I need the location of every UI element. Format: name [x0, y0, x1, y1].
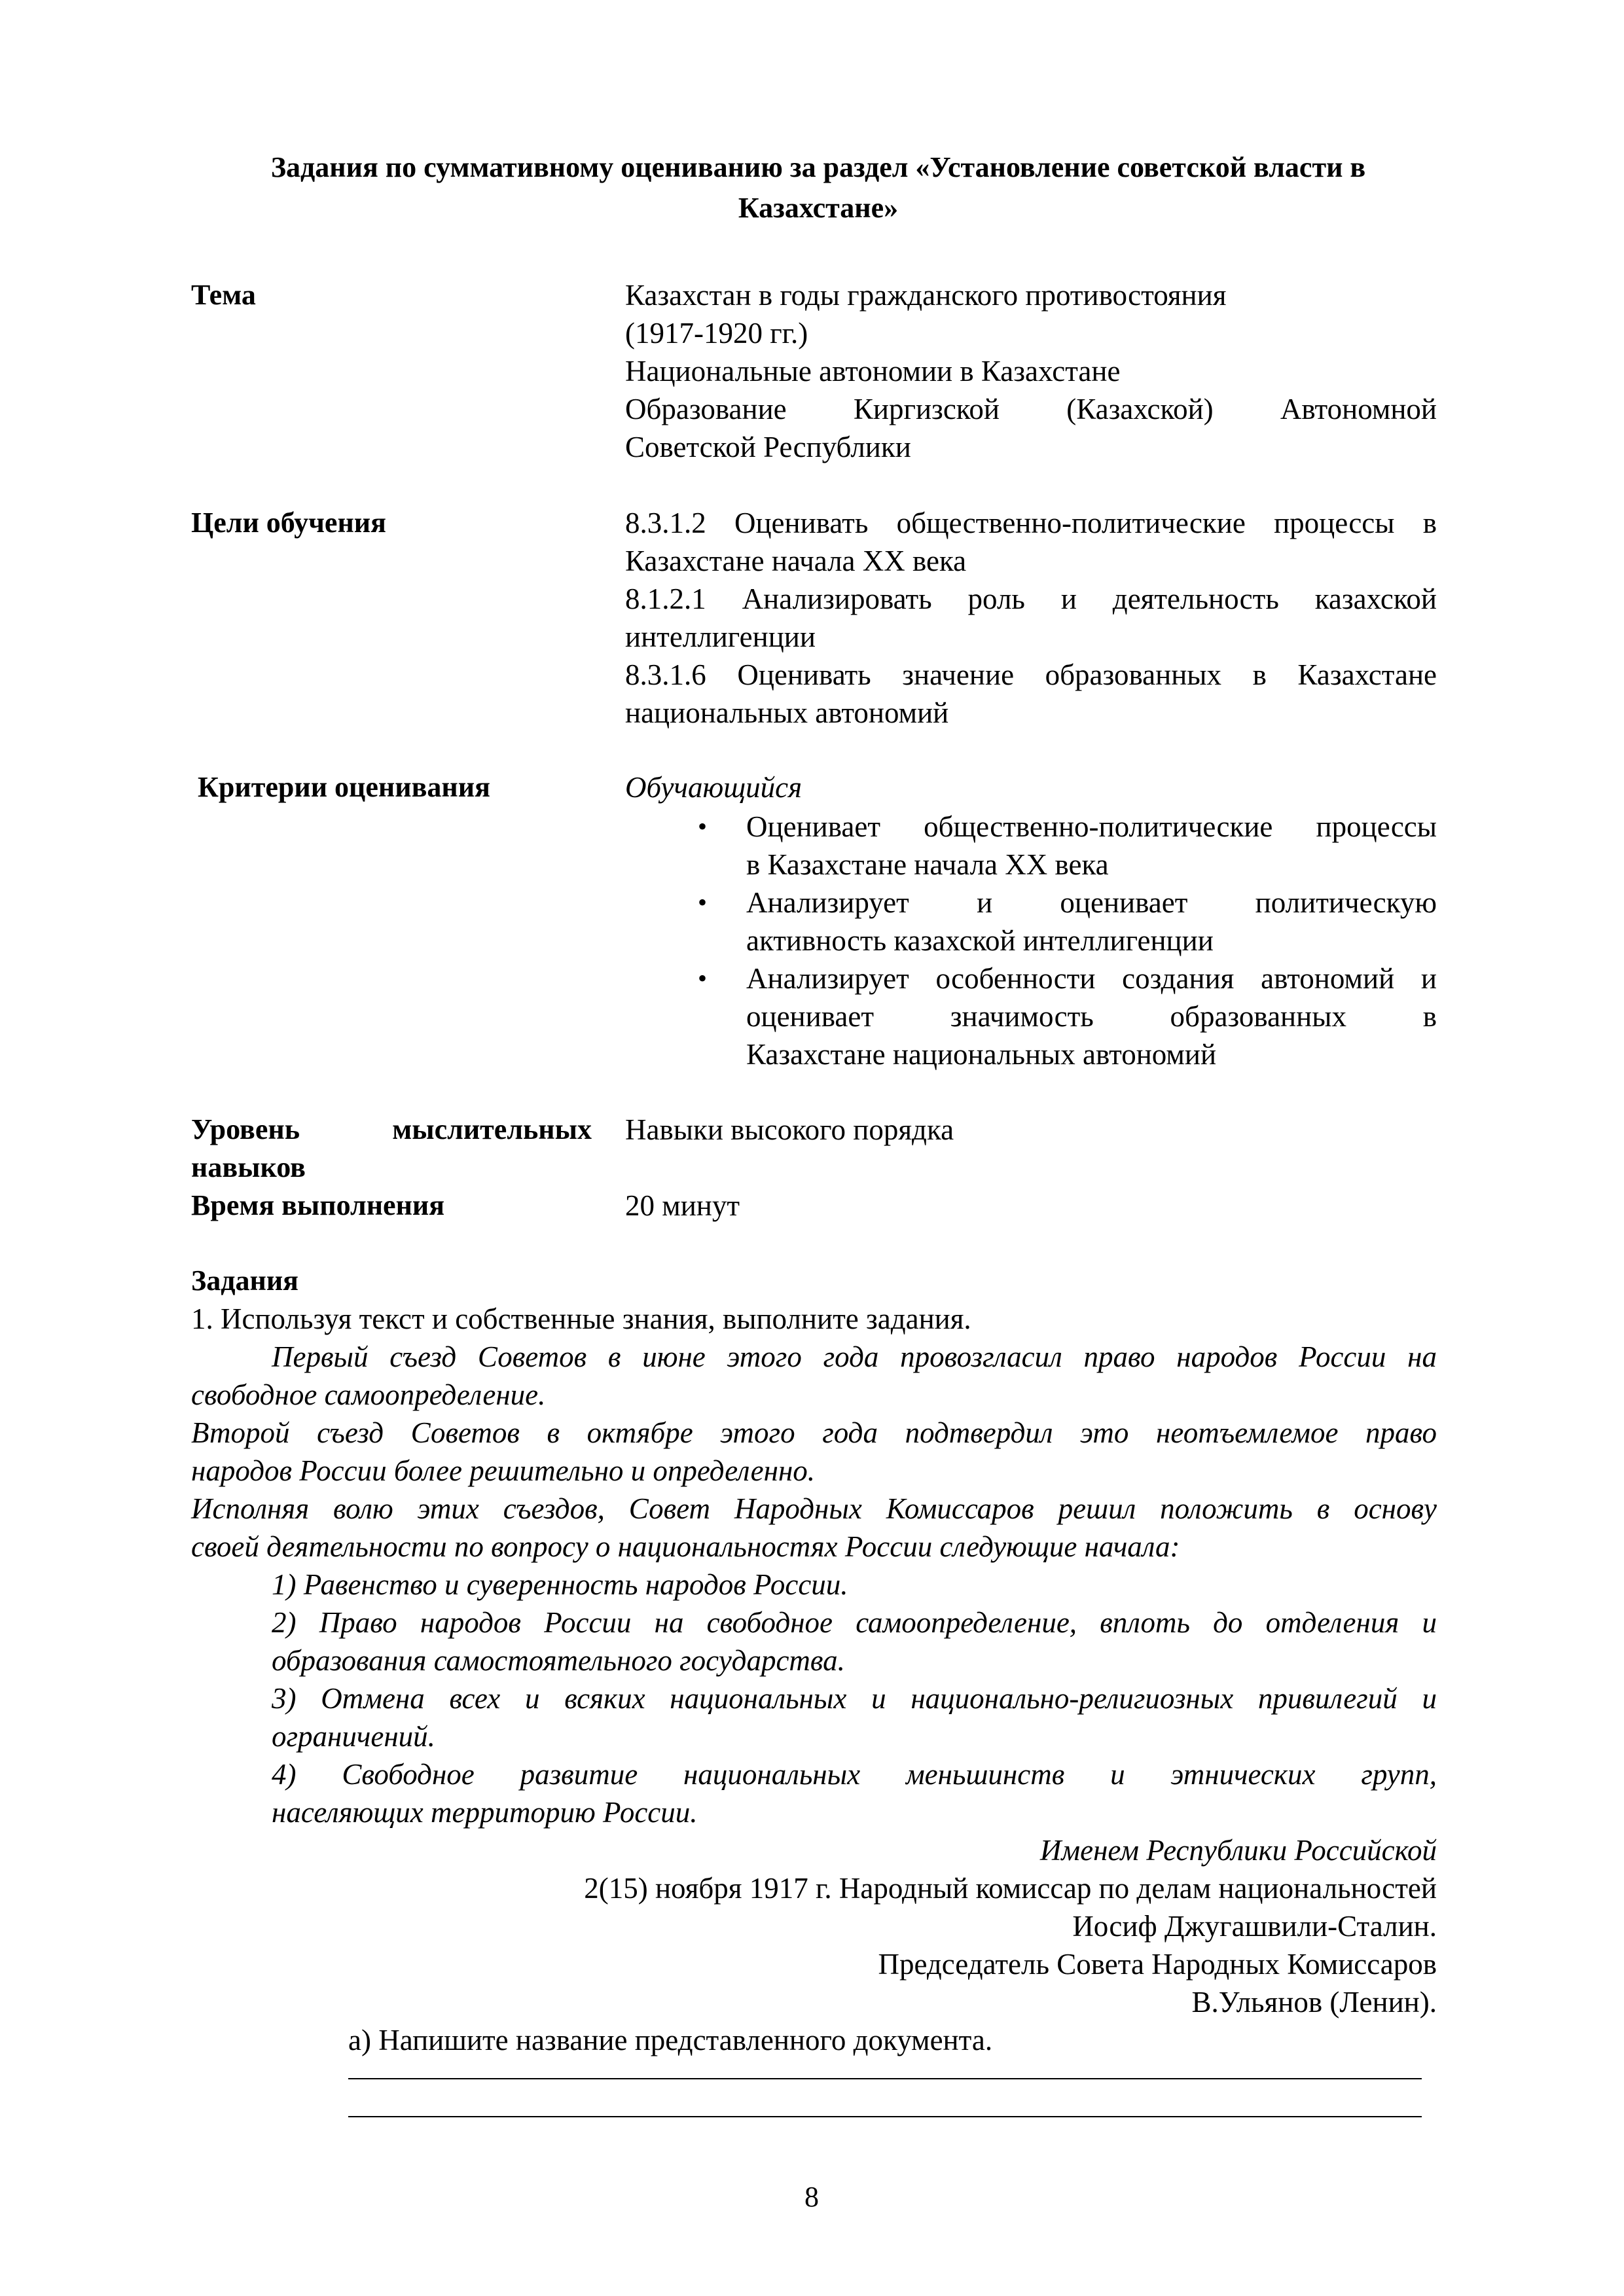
quote-line: Второй съезд Советов в октябре этого года подтвердил это неотъемлемое право	[191, 1416, 1437, 1449]
bullet-icon: •	[698, 812, 708, 841]
task-1-instruction: 1. Используя текст и собственные знания, выполните задания.	[191, 1302, 971, 1335]
quote-line: ограничений.	[272, 1720, 435, 1753]
signature-italic: Именем Республики Российской	[1039, 1834, 1437, 1867]
document-quote	[191, 1338, 1437, 1831]
criteria-item-line: в Казахстане начала XX века	[746, 848, 1109, 881]
goals-value	[625, 504, 1437, 732]
signature-line: Иосиф Джугашвили-Сталин.	[1072, 1910, 1437, 1943]
title-line-1: Задания по суммативному оцениванию за раздел «Установление советской власти в	[270, 151, 1366, 183]
quote-line: народов России более решительно и определенно.	[191, 1454, 816, 1487]
quote-line: образования самостоятельного государства.	[272, 1644, 845, 1677]
answer-line[interactable]	[348, 2078, 1422, 2079]
criteria-item	[746, 884, 1437, 960]
page-title	[177, 147, 1460, 228]
title-line-2: Казахстане»	[738, 192, 899, 224]
page-number: 8	[804, 2181, 819, 2213]
topic-line: Образование Киргизской (Казахской) Автономной	[625, 393, 1437, 425]
quote-line: своей деятельности по вопросу о национальностях России следующие начала:	[191, 1530, 1180, 1563]
goal-line: 8.1.2.1 Анализировать роль и деятельность казахской	[625, 583, 1437, 615]
level-label-line: навыков	[191, 1151, 306, 1183]
criteria-item-line: Казахстане национальных автономий	[746, 1038, 1217, 1071]
criteria-item-line: активность казахской интеллигенции	[746, 924, 1214, 957]
goal-line: 8.3.1.6 Оценивать значение образованных в Казахстане	[625, 658, 1437, 691]
criteria-item	[746, 960, 1437, 1073]
goals-label: Цели обучения	[191, 507, 386, 539]
bullet-icon: •	[698, 888, 708, 917]
quote-line: Исполняя волю этих съездов, Совет Народных Комиссаров решил положить в основу	[191, 1492, 1437, 1525]
quote-line: 1) Равенство и суверенность народов России.	[272, 1568, 848, 1601]
quote-line: 2) Право народов России на свободное самоопределение, вплоть до отделения и	[272, 1606, 1437, 1639]
time-value: 20 минут	[625, 1189, 740, 1222]
criteria-item-line: Оценивает общественно-политические процессы	[746, 810, 1437, 843]
bullet-icon: •	[698, 963, 708, 993]
answer-line[interactable]	[348, 2116, 1422, 2117]
topic-line: Казахстан в годы гражданского противостояния	[625, 279, 1227, 312]
criteria-item-line: Анализирует особенности создания автономий и	[746, 962, 1437, 995]
topic-line: (1917-1920 гг.)	[625, 317, 808, 350]
signature-block	[191, 1831, 1437, 2021]
goal-line: национальных автономий	[625, 696, 949, 729]
signature-line: В.Ульянов (Ленин).	[1191, 1986, 1437, 2018]
topic-line: Советской Республики	[625, 431, 911, 463]
signature-line: Председатель Совета Народных Комиссаров	[878, 1948, 1437, 1981]
topic-line: Национальные автономии в Казахстане	[625, 355, 1121, 387]
goal-line: интеллигенции	[625, 620, 816, 653]
quote-line: населяющих территорию России.	[272, 1796, 698, 1829]
level-label	[191, 1111, 592, 1187]
topic-label: Тема	[191, 279, 256, 311]
criteria-item-line: оценивает значимость образованных в	[746, 1000, 1437, 1033]
level-value: Навыки высокого порядка	[625, 1113, 954, 1146]
criteria-item-line: Анализирует и оценивает политическую	[746, 886, 1437, 919]
tasks-heading: Задания	[191, 1265, 298, 1297]
quote-line: Первый съезд Советов в июне этого года провозгласил право народов России на	[272, 1340, 1437, 1373]
level-label-line: Уровень мыслительных	[191, 1113, 592, 1145]
criteria-label: Критерии оценивания	[198, 771, 490, 803]
goal-line: 8.3.1.2 Оценивать общественно-политические процессы в	[625, 507, 1437, 539]
time-label: Время выполнения	[191, 1189, 445, 1221]
topic-value	[625, 276, 1437, 466]
quote-line: свободное самоопределение.	[191, 1378, 546, 1411]
goal-line: Казахстане начала XX века	[625, 545, 967, 577]
quote-line: 4) Свободное развитие национальных меньшинств и этнических групп,	[272, 1758, 1437, 1791]
question-a: а) Напишите название представленного документа.	[348, 2024, 993, 2056]
criteria-intro: Обучающийся	[625, 771, 803, 804]
quote-line: 3) Отмена всех и всяких национальных и национально-религиозных привилегий и	[272, 1682, 1437, 1715]
criteria-item	[746, 808, 1437, 884]
signature-line: 2(15) ноября 1917 г. Народный комиссар по делам национальностей	[584, 1872, 1437, 1905]
